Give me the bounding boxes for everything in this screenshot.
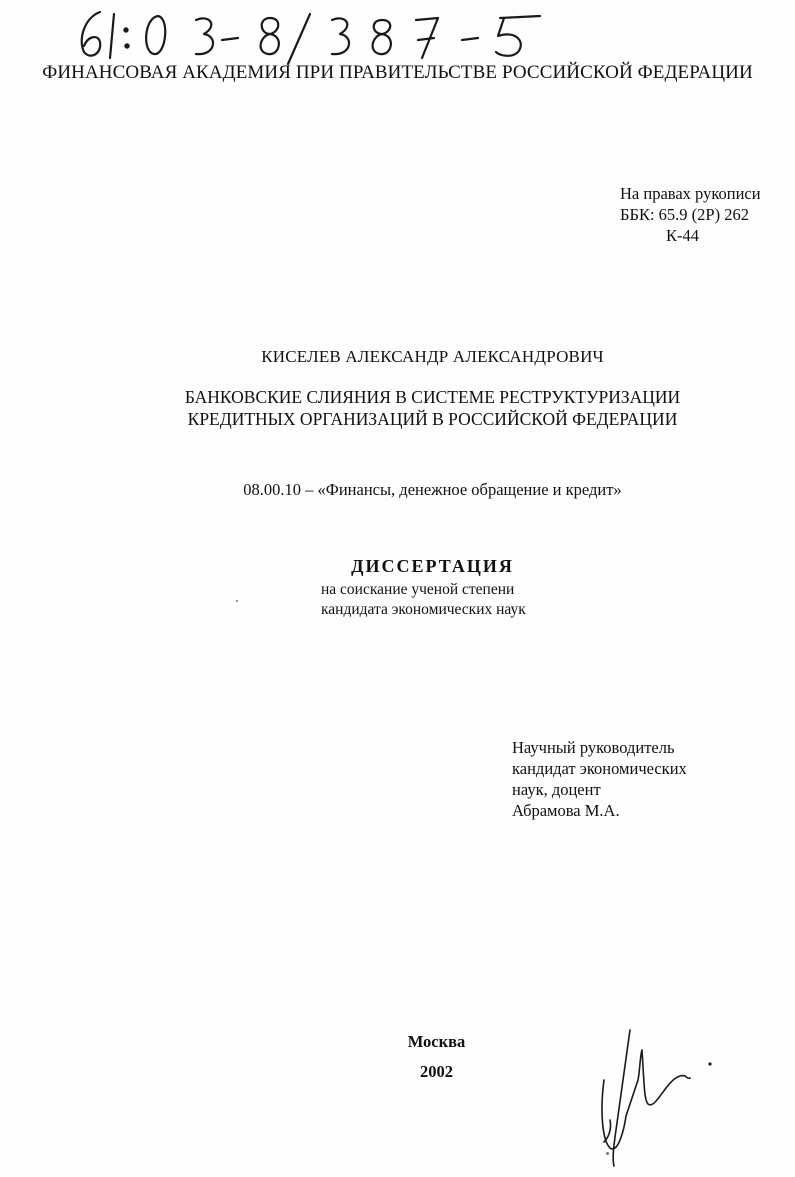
dissertation-title: [0, 386, 795, 430]
catalog-block: [620, 183, 761, 246]
scan-speck: [606, 1152, 609, 1155]
handwritten-signature: [590, 1020, 720, 1170]
degree-line: на соискание ученой степени: [321, 581, 515, 598]
supervisor-title: кандидат экономических: [512, 759, 687, 778]
year: 2002: [420, 1062, 453, 1081]
handwritten-archive-code: [70, 0, 550, 70]
supervisor-role: Научный руководитель: [512, 738, 675, 757]
supervisor-title: наук, доцент: [512, 780, 601, 799]
degree-info: [321, 580, 526, 620]
specialty-code: 08.00.10 – «Финансы, денежное обращение и кредит»: [243, 480, 622, 499]
degree-line: кандидата экономических наук: [321, 601, 526, 618]
manuscript-rights: На правах рукописи: [620, 184, 761, 203]
bbk-index: ББК: 65.9 (2Р) 262: [620, 205, 749, 224]
supervisor-block: [512, 737, 687, 821]
title-line: КРЕДИТНЫХ ОРГАНИЗАЦИЙ В РОССИЙСКОЙ ФЕДЕРАЦИИ: [187, 409, 678, 429]
document-type: ДИССЕРТАЦИЯ: [351, 556, 514, 576]
title-line: БАНКОВСКИЕ СЛИЯНИЯ В СИСТЕМЕ РЕСТРУКТУРИЗАЦИИ: [184, 387, 681, 407]
author-mark: К-44: [666, 226, 699, 245]
scan-speck: [236, 600, 238, 602]
institution-name: ФИНАНСОВАЯ АКАДЕМИЯ ПРИ ПРАВИТЕЛЬСТВЕ РОССИЙСКОЙ ФЕДЕРАЦИИ: [42, 62, 753, 83]
city: Москва: [407, 1032, 466, 1051]
supervisor-name: Абрамова М.А.: [512, 801, 620, 820]
author-name: КИСЕЛЕВ АЛЕКСАНДР АЛЕКСАНДРОВИЧ: [261, 347, 604, 366]
